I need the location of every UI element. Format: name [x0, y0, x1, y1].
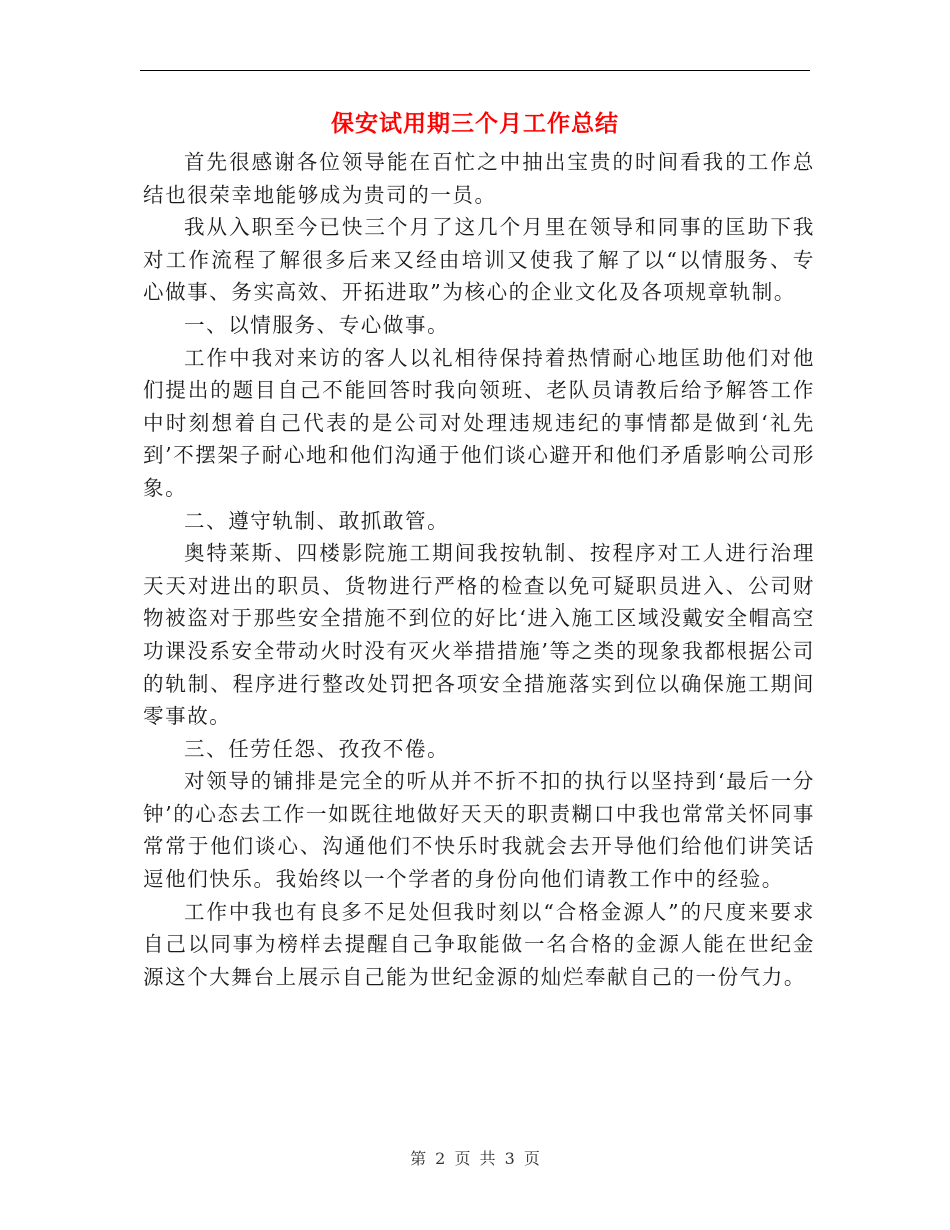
header-rule: [140, 70, 810, 71]
paragraph-conclusion: 工作中我也有良多不足处但我时刻以“合格金源人”的尺度来要求自己以同事为榜样去提醒自己争取能做一名合格的金源人能在世纪金源这个大舞台上展示自己能为世纪金源的灿烂奉献自己的一份气力。: [143, 899, 815, 989]
section-heading-1: 一、以情服务、专心做事。: [184, 312, 450, 337]
paragraph-section-1: 工作中我对来访的客人以礼相待保持着热情耐心地匡助他们对他们提出的题目自己不能回答时我向领班、老队员请教后给予解答工作中时刻想着自己代表的是公司对处理违规违纪的事情都是做到‘礼先到’不摆架子耐心地和他们沟通于他们谈心避开和他们矛盾影响公司形象。: [143, 345, 815, 500]
paragraph-section-3: 对领导的铺排是完全的听从并不折不扣的执行以坚持到‘最后一分钟’的心态去工作一如既往地做好天天的职责糊口中我也常常关怀同事常常于他们谈心、沟通他们不快乐时我就会去开导他们给他们讲笑话逗他们快乐。我始终以一个学者的身份向他们请教工作中的经验。: [143, 769, 815, 892]
paragraph-intro: 首先很感谢各位领导能在百忙之中抽出宝贵的时间看我的工作总结也很荣幸地能够成为贵司的一员。: [143, 150, 815, 207]
document-body: [143, 146, 815, 993]
document-title: 保安试用期三个月工作总结: [331, 110, 619, 137]
page-number-footer: 第 2 页 共 3 页: [410, 1149, 540, 1168]
paragraph-section-2: 奥特莱斯、四楼影院施工期间我按轨制、按程序对工人进行治理天天对进出的职员、货物进行严格的检查以免可疑职员进入、公司财物被盗对于那些安全措施不到位的好比‘进入施工区域没戴安全帽高空功课没系安全带动火时没有灭火举措措施’等之类的现象我都根据公司的轨制、程序进行整改处罚把各项安全措施落实到位以确保施工期间零事故。: [143, 541, 815, 729]
section-heading-2: 二、遵守轨制、敢抓敢管。: [184, 508, 450, 533]
paragraph-overview: 我从入职至今已快三个月了这几个月里在领导和同事的匡助下我对工作流程了解很多后来又经由培训又使我了解了以“以情服务、专心做事、务实高效、开拓进取”为核心的企业文化及各项规章轨制。: [143, 215, 815, 305]
section-heading-3: 三、任劳任怨、孜孜不倦。: [184, 736, 450, 761]
